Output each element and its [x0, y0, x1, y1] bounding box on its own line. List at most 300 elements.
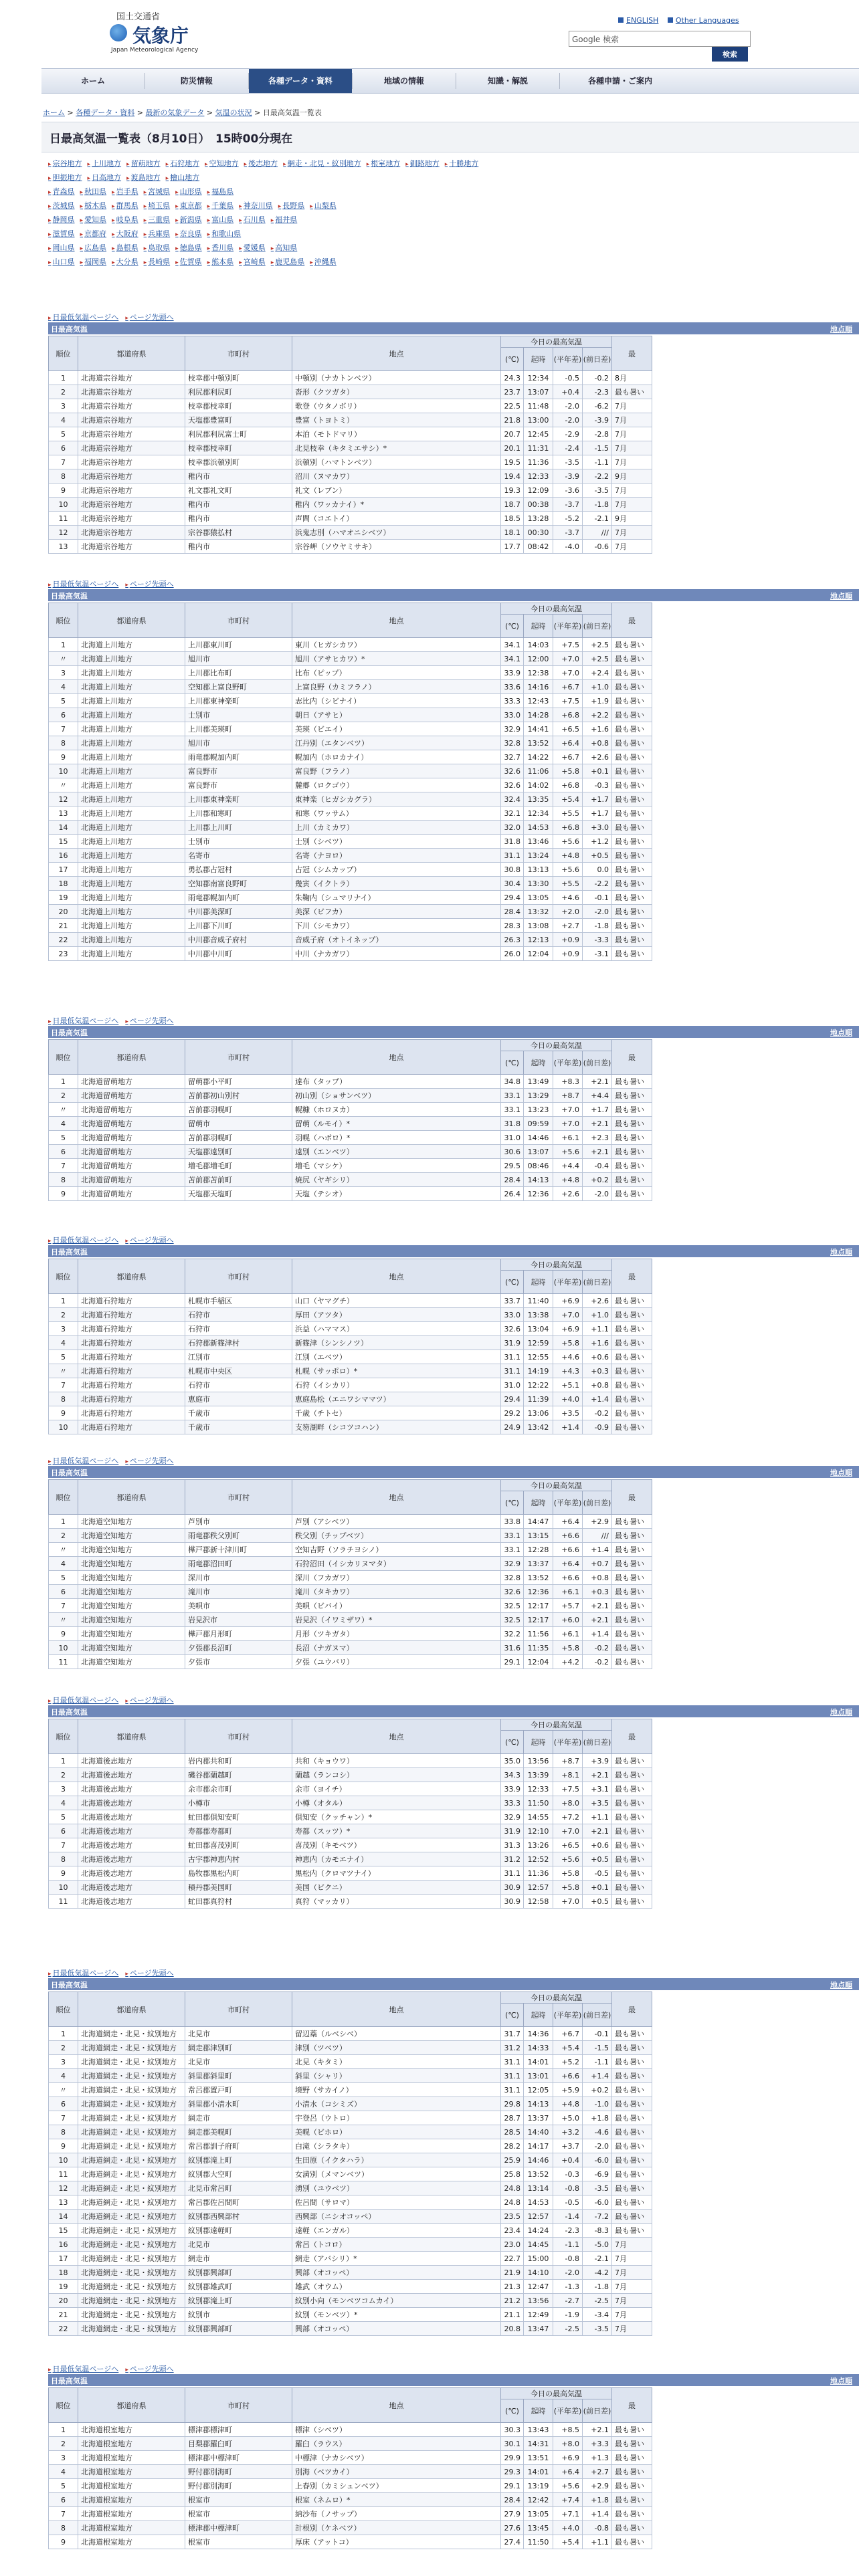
- table-cell: 9: [49, 750, 78, 764]
- table-cell: 秩父別（チップベツ）: [292, 1529, 501, 1543]
- table-cell: +1.1: [583, 1322, 612, 1336]
- search-button[interactable]: 検索: [712, 47, 748, 62]
- table-cell: 月形（ツキガタ）: [292, 1627, 501, 1641]
- table-cell: 北海道上川地方: [78, 835, 185, 849]
- table-cell: +6.6: [553, 2069, 583, 2083]
- table-cell: 12:45: [524, 427, 553, 441]
- table-cell: -0.8: [553, 2181, 583, 2195]
- table-cell: 34.8: [501, 1075, 524, 1089]
- table-cell: 13:01: [524, 2069, 553, 2083]
- table-cell: 長沼（ナガヌマ）: [292, 1641, 501, 1655]
- table-cell: -3.4: [583, 2308, 612, 2322]
- table-cell: 神恵内（カモエナイ）: [292, 1852, 501, 1866]
- table-cell: 14:31: [524, 2437, 553, 2451]
- table-cell: 28.3: [501, 919, 524, 933]
- nav-disaster-info[interactable]: 防災情報: [180, 76, 213, 86]
- section-top-links: [48, 578, 174, 589]
- section-header-bar: [48, 2374, 859, 2386]
- table-cell: 14: [49, 2210, 78, 2224]
- table-cell: 北海道空知地方: [78, 1557, 185, 1571]
- table-row: [49, 680, 652, 694]
- region-link[interactable]: ▸ 大阪府: [112, 228, 138, 239]
- table-cell: +5.6: [553, 2479, 583, 2493]
- nav-data[interactable]: 各種データ・資料: [249, 69, 352, 93]
- table-cell: 32.1: [501, 807, 524, 821]
- region-link[interactable]: ▸ 群馬県: [112, 200, 138, 211]
- col-time-header: 起時: [524, 1271, 553, 1294]
- temperature-table: [48, 1259, 652, 1434]
- table-cell: -2.7: [553, 2294, 583, 2308]
- daily-min-link[interactable]: ▸ 日最低気温ページへ: [48, 313, 118, 322]
- region-link[interactable]: ▸ 岐阜県: [112, 214, 138, 225]
- region-link[interactable]: ▸ 山梨県: [310, 200, 337, 211]
- region-link[interactable]: ▸ 青森県: [48, 186, 75, 197]
- col-normal-header: (平年差): [553, 1271, 583, 1294]
- table-row: [49, 736, 652, 750]
- breadcrumb-home[interactable]: ホーム: [43, 108, 65, 117]
- table-cell: -0.2: [583, 371, 612, 385]
- region-link[interactable]: ▸ 佐賀県: [175, 256, 202, 267]
- table-cell: +5.7: [553, 1599, 583, 1613]
- breadcrumb-temperature[interactable]: 気温の状況: [215, 108, 252, 117]
- table-cell: 紋別郡滝上町: [185, 2294, 292, 2308]
- region-link[interactable]: ▸ 愛知県: [80, 214, 107, 225]
- region-link[interactable]: ▸ 茨城県: [48, 200, 75, 211]
- table-cell: +3.0: [583, 821, 612, 835]
- table-cell: 北海道網走・北見・紋別地方: [78, 2125, 185, 2139]
- table-cell: 北海道後志地方: [78, 1838, 185, 1852]
- table-cell: 2: [49, 1768, 78, 1782]
- table-cell: 上川郡東神楽町: [185, 792, 292, 807]
- table-cell: 22: [49, 2322, 78, 2336]
- col-prev-header: (前日差): [583, 1491, 612, 1515]
- table-cell: 9月: [612, 512, 652, 526]
- table-cell: -2.0: [583, 2139, 612, 2153]
- page-top-link[interactable]: ▸ ページ先頭へ: [125, 2365, 173, 2373]
- table-cell: 13:08: [524, 919, 553, 933]
- table-cell: 最も暑い: [612, 2167, 652, 2181]
- table-cell: -6.0: [583, 2153, 612, 2167]
- table-row: [49, 2097, 652, 2111]
- table-cell: 13:56: [524, 1754, 553, 1768]
- table-cell: 16: [49, 849, 78, 863]
- region-link[interactable]: ▸ 鳥取県: [144, 242, 171, 253]
- nav-knowledge[interactable]: 知識・解説: [487, 76, 528, 86]
- col-temp-header: (℃): [501, 1731, 524, 1754]
- region-link[interactable]: ▸ 沖縄県: [310, 256, 337, 267]
- table-cell: 最も暑い: [612, 1529, 652, 1543]
- table-cell: +6.6: [553, 1543, 583, 1557]
- table-cell: -1.5: [583, 2041, 612, 2055]
- table-cell: 14:47: [524, 1515, 553, 1529]
- region-link[interactable]: ▸ 胆振地方: [48, 172, 82, 183]
- region-link[interactable]: ▸ 岡山県: [48, 242, 75, 253]
- region-link[interactable]: ▸ 埼玉県: [144, 200, 171, 211]
- region-link[interactable]: ▸ 広島県: [80, 242, 107, 253]
- table-cell: 7: [49, 1838, 78, 1852]
- region-link[interactable]: ▸ 静岡県: [48, 214, 75, 225]
- table-cell: +7.0: [553, 666, 583, 680]
- table-row: [49, 764, 652, 778]
- table-cell: 根室市: [185, 2493, 292, 2507]
- table-cell: 7: [49, 455, 78, 469]
- table-row: [49, 2493, 652, 2507]
- table-cell: 斜里（シャリ）: [292, 2069, 501, 2083]
- table-cell: 斜里郡斜里町: [185, 2069, 292, 2083]
- daily-min-link[interactable]: ▸ 日最低気温ページへ: [48, 580, 118, 588]
- nav-home[interactable]: ホーム: [80, 76, 105, 86]
- table-cell: 11:40: [524, 1294, 553, 1308]
- col-site-header: 地点: [292, 1040, 501, 1075]
- region-row: [48, 256, 342, 271]
- sites-order-link[interactable]: 地点順: [830, 1248, 852, 1257]
- region-link[interactable]: ▸ 千葉県: [207, 200, 234, 211]
- region-link[interactable]: ▸ 岩手県: [112, 186, 138, 197]
- region-link[interactable]: ▸ 山形県: [175, 186, 202, 197]
- table-cell: 幌糠（ホロヌカ）: [292, 1103, 501, 1117]
- table-cell: 石狩沼田（イシカリヌマタ）: [292, 1557, 501, 1571]
- col-rank-header: 順位: [49, 336, 78, 371]
- region-link[interactable]: ▸ 上川地方: [88, 158, 122, 169]
- sites-order-link[interactable]: 地点順: [830, 325, 852, 334]
- table-cell: 上春別（カミシュンベツ）: [292, 2479, 501, 2493]
- region-link[interactable]: ▸ 東京都: [175, 200, 202, 211]
- table-cell: 〃: [49, 1103, 78, 1117]
- region-link[interactable]: ▸ 神奈川県: [239, 200, 273, 211]
- table-cell: 34.3: [501, 1768, 524, 1782]
- table-cell: 北海道根室地方: [78, 2437, 185, 2451]
- table-cell: 北海道上川地方: [78, 933, 185, 947]
- page-top-link[interactable]: ▸ ページ先頭へ: [125, 1236, 173, 1245]
- sites-order-link[interactable]: 地点順: [830, 592, 852, 601]
- site-header: [0, 0, 859, 67]
- table-cell: 12:33: [524, 469, 553, 484]
- table-cell: 沓形（クツガタ）: [292, 385, 501, 399]
- region-link[interactable]: ▸ 十勝地方: [445, 158, 479, 169]
- table-cell: 北海道網走・北見・紋別地方: [78, 2027, 185, 2041]
- table-cell: 14:53: [524, 821, 553, 835]
- col-prev-header: (前日差): [583, 348, 612, 371]
- daily-min-link[interactable]: ▸ 日最低気温ページへ: [48, 1696, 118, 1705]
- table-cell: 13:52: [524, 1571, 553, 1585]
- table-cell: 焼尻（ヤギシリ）: [292, 1173, 501, 1187]
- table-cell: 北海道石狩地方: [78, 1336, 185, 1350]
- table-cell: +2.5: [583, 652, 612, 666]
- table-cell: +3.9: [583, 1754, 612, 1768]
- table-cell: 中頓別（ナカトンベツ）: [292, 371, 501, 385]
- table-cell: 士別市: [185, 835, 292, 849]
- table-cell: 北海道網走・北見・紋別地方: [78, 2238, 185, 2252]
- daily-min-link[interactable]: ▸ 日最低気温ページへ: [48, 1016, 118, 1025]
- table-row: [49, 750, 652, 764]
- table-cell: 13:07: [524, 385, 553, 399]
- table-cell: 北海道宗谷地方: [78, 413, 185, 427]
- table-cell: 14:24: [524, 2224, 553, 2238]
- col-prev-header: (前日差): [583, 1731, 612, 1754]
- table-cell: +1.1: [583, 2535, 612, 2549]
- region-link[interactable]: ▸ 空知地方: [205, 158, 239, 169]
- table-row: [49, 792, 652, 807]
- table-cell: 最も暑い: [612, 792, 652, 807]
- sites-order-link[interactable]: 地点順: [830, 1708, 852, 1717]
- table-cell: +4.6: [553, 1350, 583, 1364]
- table-cell: 北海道根室地方: [78, 2479, 185, 2493]
- table-cell: 北海道宗谷地方: [78, 385, 185, 399]
- region-link[interactable]: ▸ 愛媛県: [239, 242, 266, 253]
- table-row: [49, 2479, 652, 2493]
- table-cell: 北海道留萌地方: [78, 1131, 185, 1145]
- daily-min-link[interactable]: ▸ 日最低気温ページへ: [48, 1969, 118, 1977]
- table-cell: -2.8: [583, 427, 612, 441]
- table-cell: 北見市常呂町: [185, 2181, 292, 2195]
- table-cell: -2.2: [583, 877, 612, 891]
- region-link[interactable]: ▸ 島根県: [112, 242, 138, 253]
- square-bullet-icon: [668, 17, 673, 23]
- table-cell: 1: [49, 1754, 78, 1768]
- page-top-link[interactable]: ▸ ページ先頭へ: [125, 313, 173, 322]
- table-cell: 32.5: [501, 1613, 524, 1627]
- table-cell: +6.1: [553, 1585, 583, 1599]
- table-cell: 19: [49, 891, 78, 905]
- table-cell: 留萌郡小平町: [185, 1075, 292, 1089]
- sites-order-link[interactable]: 地点順: [830, 1981, 852, 1990]
- region-link[interactable]: ▸ 福島県: [207, 186, 234, 197]
- region-link[interactable]: ▸ 兵庫県: [144, 228, 171, 239]
- jma-logo[interactable]: [110, 9, 230, 60]
- table-cell: 増毛郡増毛町: [185, 1159, 292, 1173]
- region-link[interactable]: ▸ 網走・北見・紋別地方: [283, 158, 361, 169]
- region-link[interactable]: ▸ 留萌地方: [126, 158, 161, 169]
- region-link[interactable]: ▸ 山口県: [48, 256, 75, 267]
- region-link[interactable]: ▸ 宗谷地方: [48, 158, 82, 169]
- table-cell: +1.4: [583, 2507, 612, 2521]
- table-cell: +4.0: [553, 1392, 583, 1406]
- table-cell: 常呂郡置戸町: [185, 2083, 292, 2097]
- table-cell: 最も暑い: [612, 1543, 652, 1557]
- region-link[interactable]: ▸ 新潟県: [175, 214, 202, 225]
- nav-applications[interactable]: 各種申請・ご案内: [587, 76, 652, 86]
- region-link[interactable]: ▸ 宮城県: [144, 186, 171, 197]
- col-rank-header: 順位: [49, 1259, 78, 1294]
- table-cell: 宇登呂（ウトロ）: [292, 2111, 501, 2125]
- table-cell: 31.0: [501, 1131, 524, 1145]
- table-row: [49, 1187, 652, 1201]
- table-cell: 樺戸郡月形町: [185, 1627, 292, 1641]
- region-link[interactable]: ▸ 三重県: [144, 214, 171, 225]
- table-cell: +5.1: [553, 1378, 583, 1392]
- page-top-link[interactable]: ▸ ページ先頭へ: [125, 580, 173, 588]
- col-site-header: 地点: [292, 603, 501, 638]
- table-cell: 旭川市: [185, 736, 292, 750]
- table-cell: +7.5: [553, 638, 583, 652]
- sites-order-link[interactable]: 地点順: [830, 1469, 852, 1477]
- table-cell: 27.6: [501, 2521, 524, 2535]
- col-rank-header: 順位: [49, 2388, 78, 2423]
- region-link[interactable]: ▸ 熊本県: [207, 256, 234, 267]
- nav-regional-info[interactable]: 地域の情報: [383, 76, 424, 86]
- table-cell: 生田原（イクタハラ）: [292, 2153, 501, 2167]
- table-row: [49, 1557, 652, 1571]
- table-row: [49, 512, 652, 526]
- region-link[interactable]: ▸ 富山県: [207, 214, 234, 225]
- table-cell: +2.7: [553, 919, 583, 933]
- breadcrumb-data[interactable]: 各種データ・資料: [76, 108, 135, 117]
- table-cell: +0.2: [583, 1173, 612, 1187]
- table-row: [49, 2465, 652, 2479]
- table-cell: 最も暑い: [612, 1420, 652, 1434]
- table-cell: 北海道根室地方: [78, 2465, 185, 2479]
- region-link[interactable]: ▸ 長野県: [278, 200, 305, 211]
- table-cell: 北海道留萌地方: [78, 1173, 185, 1187]
- table-cell: 32.4: [501, 792, 524, 807]
- region-link[interactable]: ▸ 石狩地方: [166, 158, 200, 169]
- english-link[interactable]: ENGLISH: [626, 16, 659, 25]
- page-top-link[interactable]: ▸ ページ先頭へ: [125, 1969, 173, 1977]
- table-cell: 北海道網走・北見・紋別地方: [78, 2153, 185, 2167]
- sites-order-link[interactable]: 地点順: [830, 1029, 852, 1037]
- table-cell: 芦別（アシベツ）: [292, 1515, 501, 1529]
- table-cell: 10: [49, 1881, 78, 1895]
- region-link[interactable]: ▸ 釧路地方: [405, 158, 440, 169]
- table-cell: 最も暑い: [612, 1782, 652, 1796]
- table-cell: 倶知安（クッチャン）*: [292, 1810, 501, 1824]
- region-link[interactable]: ▸ 滋賀県: [48, 228, 75, 239]
- table-row: [49, 1392, 652, 1406]
- table-cell: 28.5: [501, 2125, 524, 2139]
- table-cell: 24.9: [501, 1420, 524, 1434]
- table-cell: 北海道留萌地方: [78, 1159, 185, 1173]
- table-cell: 最も暑い: [612, 2041, 652, 2055]
- table-cell: +6.7: [553, 680, 583, 694]
- col-pref-header: 都道府県: [78, 336, 185, 371]
- table-cell: 21.2: [501, 2294, 524, 2308]
- daily-min-link[interactable]: ▸ 日最低気温ページへ: [48, 1236, 118, 1245]
- table-cell: +0.5: [583, 1895, 612, 1909]
- table-cell: 13:52: [524, 2167, 553, 2181]
- region-link[interactable]: ▸ 大分県: [112, 256, 138, 267]
- table-cell: 8月: [612, 371, 652, 385]
- table-row: [49, 2167, 652, 2181]
- table-row: [49, 2294, 652, 2308]
- table-cell: -0.3: [583, 778, 612, 792]
- table-cell: 東川（ヒガシカワ）: [292, 638, 501, 652]
- region-link[interactable]: ▸ 京都府: [80, 228, 107, 239]
- daily-min-link[interactable]: ▸ 日最低気温ページへ: [48, 2365, 118, 2373]
- table-cell: 5: [49, 427, 78, 441]
- agency-top-label: 国土交通省: [116, 12, 161, 22]
- table-cell: 虻田郡真狩村: [185, 1895, 292, 1909]
- table-cell: 33.1: [501, 1103, 524, 1117]
- table-cell: 夕張（ユウバリ）: [292, 1655, 501, 1669]
- table-cell: 美幌（ビホロ）: [292, 2125, 501, 2139]
- table-cell: +4.8: [553, 1173, 583, 1187]
- region-link[interactable]: ▸ 香川県: [207, 242, 234, 253]
- table-cell: 10: [49, 1641, 78, 1655]
- table-cell: 島牧郡黒松内町: [185, 1866, 292, 1881]
- table-cell: 標津郡中標津町: [185, 2451, 292, 2465]
- region-link[interactable]: ▸ 福岡県: [80, 256, 107, 267]
- table-cell: -6.2: [583, 399, 612, 413]
- table-cell: 最も暑い: [612, 1852, 652, 1866]
- table-cell: 13:38: [524, 1308, 553, 1322]
- table-cell: 女満別（メマンベツ）: [292, 2167, 501, 2181]
- table-cell: -0.4: [583, 1159, 612, 1173]
- table-cell: +6.4: [553, 736, 583, 750]
- table-cell: +0.8: [583, 1571, 612, 1585]
- region-link[interactable]: ▸ 長崎県: [144, 256, 171, 267]
- region-link[interactable]: ▸ 徳島県: [175, 242, 202, 253]
- region-link[interactable]: ▸ 根室地方: [367, 158, 401, 169]
- table-cell: -3.5: [583, 2181, 612, 2195]
- region-link[interactable]: ▸ 福井県: [271, 214, 298, 225]
- region-link[interactable]: ▸ 日高地方: [88, 172, 122, 183]
- region-link[interactable]: ▸ 石川県: [239, 214, 266, 225]
- table-cell: 1: [49, 1075, 78, 1089]
- table-cell: 24.8: [501, 2181, 524, 2195]
- table-cell: 小清水（コシミズ）: [292, 2097, 501, 2111]
- region-link[interactable]: ▸ 宮崎県: [239, 256, 266, 267]
- daily-min-link[interactable]: ▸ 日最低気温ページへ: [48, 1457, 118, 1465]
- table-cell: +0.7: [583, 1557, 612, 1571]
- region-link[interactable]: ▸ 高知県: [271, 242, 298, 253]
- table-cell: 12:36: [524, 1187, 553, 1201]
- region-link[interactable]: ▸ 和歌山県: [207, 228, 242, 239]
- region-link[interactable]: ▸ 奈良県: [175, 228, 202, 239]
- page-top-link[interactable]: ▸ ページ先頭へ: [125, 1457, 173, 1465]
- region-link[interactable]: ▸ 栃木県: [80, 200, 107, 211]
- table-cell: 北海道空知地方: [78, 1613, 185, 1627]
- search-input[interactable]: [569, 31, 751, 47]
- region-link[interactable]: ▸ 鹿児島県: [271, 256, 305, 267]
- other-languages-link[interactable]: Other Languages: [675, 16, 739, 25]
- region-link[interactable]: ▸ 秋田県: [80, 186, 107, 197]
- table-cell: 33.6: [501, 680, 524, 694]
- table-cell: 31.0: [501, 1378, 524, 1392]
- table-cell: +5.8: [553, 1641, 583, 1655]
- page-top-link[interactable]: ▸ ページ先頭へ: [125, 1016, 173, 1025]
- region-link[interactable]: ▸ 後志地方: [244, 158, 278, 169]
- temperature-table: [48, 1719, 652, 1909]
- table-cell: 29.3: [501, 2465, 524, 2479]
- table-cell: 14:13: [524, 1173, 553, 1187]
- table-cell: +8.0: [553, 1796, 583, 1810]
- table-cell: 北海道空知地方: [78, 1655, 185, 1669]
- table-row: [49, 2111, 652, 2125]
- table-cell: 支笏湖畔（シコツコハン）: [292, 1420, 501, 1434]
- col-today-header: 今日の最高気温: [501, 2388, 612, 2399]
- table-cell: 増毛（マシケ）: [292, 1159, 501, 1173]
- table-cell: 26.4: [501, 1187, 524, 1201]
- table-cell: 最も暑い: [612, 652, 652, 666]
- table-cell: 北海道網走・北見・紋別地方: [78, 2252, 185, 2266]
- table-cell: +2.1: [583, 1117, 612, 1131]
- col-time-header: 起時: [524, 1051, 553, 1075]
- table-row: [49, 2181, 652, 2195]
- table-cell: 30.6: [501, 1145, 524, 1159]
- breadcrumb: ホーム > 各種データ・資料 > 最新の気象データ > 気温の状況 > 日最高気温一覧表: [43, 108, 322, 117]
- search-placeholder: Google 検索: [572, 35, 619, 44]
- table-row: [49, 1322, 652, 1336]
- table-cell: +7.2: [553, 1810, 583, 1824]
- region-link[interactable]: ▸ 渡島地方: [126, 172, 161, 183]
- table-cell: 13:42: [524, 1420, 553, 1434]
- breadcrumb-latest[interactable]: 最新の気象データ: [145, 108, 205, 117]
- sites-order-link[interactable]: 地点順: [830, 2377, 852, 2385]
- table-cell: 北海道上川地方: [78, 736, 185, 750]
- page-top-link[interactable]: ▸ ページ先頭へ: [125, 1696, 173, 1705]
- table-cell: 最も暑い: [612, 1406, 652, 1420]
- region-link[interactable]: ▸ 檜山地方: [166, 172, 200, 183]
